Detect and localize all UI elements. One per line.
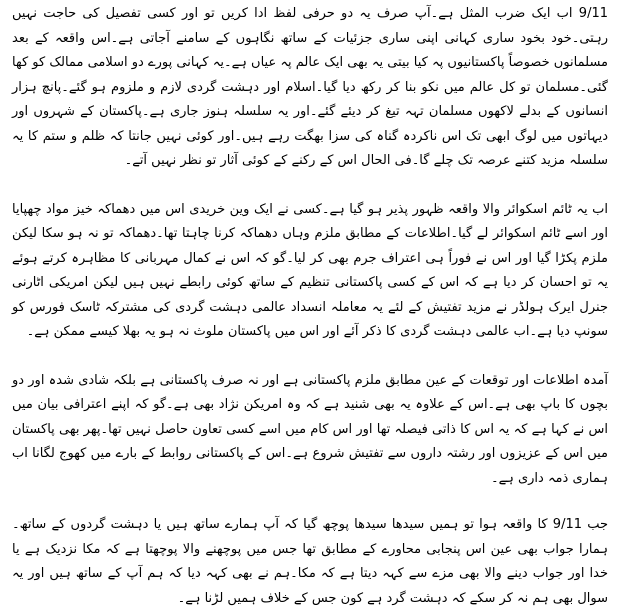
paragraph-suspect-details: آمدہ اطلاعات اور توقعات کے عین مطابق ملزم پاکستانی ہے اور نہ صرف پاکستانی ہے بلکہ شادی شدہ اور دو بچوں کا باپ بھی ہے۔اس کے علاوہ یہ بھی شنید ہے کہ وہ امریکن نژاد بھی ہے۔گو کہ اپنے اعترافی بیان میں اس نے کہا ہے کہ یہ اس کا ذاتی فیصلہ تھا اور اس کام میں اسے کسی تعاون حاصل نہیں تھا۔پھر بھی پاکستان میں اس کے عزیزوں اور رشتہ داروں سے تفتیش شروع ہے۔اس کے پاکستانی روابط کے بارے میں کھوج لگانا اب ہماری ذمہ داری ہے۔ bbox=[12, 372, 608, 486]
paragraph-times-square: اب یہ ٹائم اسکوائر والا واقعہ ظہور پذیر ہو گیا ہے۔کسی نے ایک وین خریدی اس میں دھماکہ خیز مواد چھپایا اور اسے ٹائم اسکوائر لے گیا۔اطلاعات کے مطابق ملزم وہاں دھماکہ کرنا چاہتا تھا۔دھماکہ تو نہ ہو سکا لیکن ملزم پکڑا گیا اور اس نے فوراً ہی اعتراف جرم بھی کر لیا۔گو کہ اس نے کمال مہربانی کا مظاہرہ کرتے ہوئے یہ تو احسان کر دیا ہے کہ اس کے کسی پاکستانی تنظیم کے ساتھ کوئی رابطے نہیں ہیں لیکن امریکی اٹارنی جنرل ایرک ہولڈر نے مزید تفتیش کے لئے یہ معاملہ انسداد عالمی دہشت گردی کی مشترکہ ٹاسک فورس کو سونپ دیا ہے۔اب عالمی دہشت گردی کا ذکر آئے اور اس میں پاکستان ملوث نہ ہو یہ بھلا کیسے ممکن ہے۔ bbox=[12, 201, 608, 339]
paragraph-spacer bbox=[12, 174, 608, 198]
paragraph-with-us-or-against: جب 9/11 کا واقعہ ہوا تو ہمیں سیدھا سیدھا پوچھ گیا کہ آپ ہمارے ساتھ ہیں یا دہشت گردوں کے ساتھ۔ہمارا جواب بھی عین اس پنجابی محاورے کے مطابق تھا جس میں پوچھنے والا پوچھتا ہے کہ مکا نزدیک ہے یا خدا اور جواب دینے والا بھی مزے سے کہہ دیتا ہے کہ مکا۔ہم نے بھی کہہ دیا کہ ہم آپ کے ساتھ ہیں اور یہ سوال بھی ہم نہ کر سکے کہ دہشت گرد ہے کون جس کے خلاف ہمیں لڑنا ہے۔ bbox=[12, 517, 608, 606]
paragraph-spacer bbox=[12, 345, 608, 369]
paragraph-spacer bbox=[12, 491, 608, 513]
paragraph-9-11-proverb: 9/11 اب ایک ضرب المثل ہے۔آپ صرف یہ دو حرفی لفظ ادا کریں تو اور کسی تفصیل کی حاجت نہیں رہتی۔خود بخود ساری کہانی اپنی ساری جزئیات کے ساتھ نگاہوں کے سامنے آجاتی ہے۔اس واقعہ کے بعد مسلمانوں خصوصاً پاکستانیوں پہ کیا بیتی یہ بھی ایک عالم پہ عیاں ہے۔یہ کہانی پورے دو اسلامی ممالک کو کھا گئی۔مسلمان تو کل عالم میں نکو بنا کر رکھ دیا گیا۔اسلام اور دہشت گردی لازم و ملزوم ہو گئے۔پانچ ہزار انسانوں کے بدلے لاکھوں مسلمان تہہ تیغ کر دیئے گئے۔اور یہ سلسلہ ہنوز جاری ہے۔پاکستان کے شہروں اور دیہاتوں میں لوگ ابھی تک اس ناکردہ گناہ کی سزا بھگت رہے ہیں۔اور کوئی نہیں جانتا کہ ظلم و ستم کا یہ سلسلہ مزید کتنے عرصہ تک چلے گا۔فی الحال اس کے رکنے کے کوئی آثار تو نظر نہیں آتے۔ bbox=[12, 6, 608, 168]
